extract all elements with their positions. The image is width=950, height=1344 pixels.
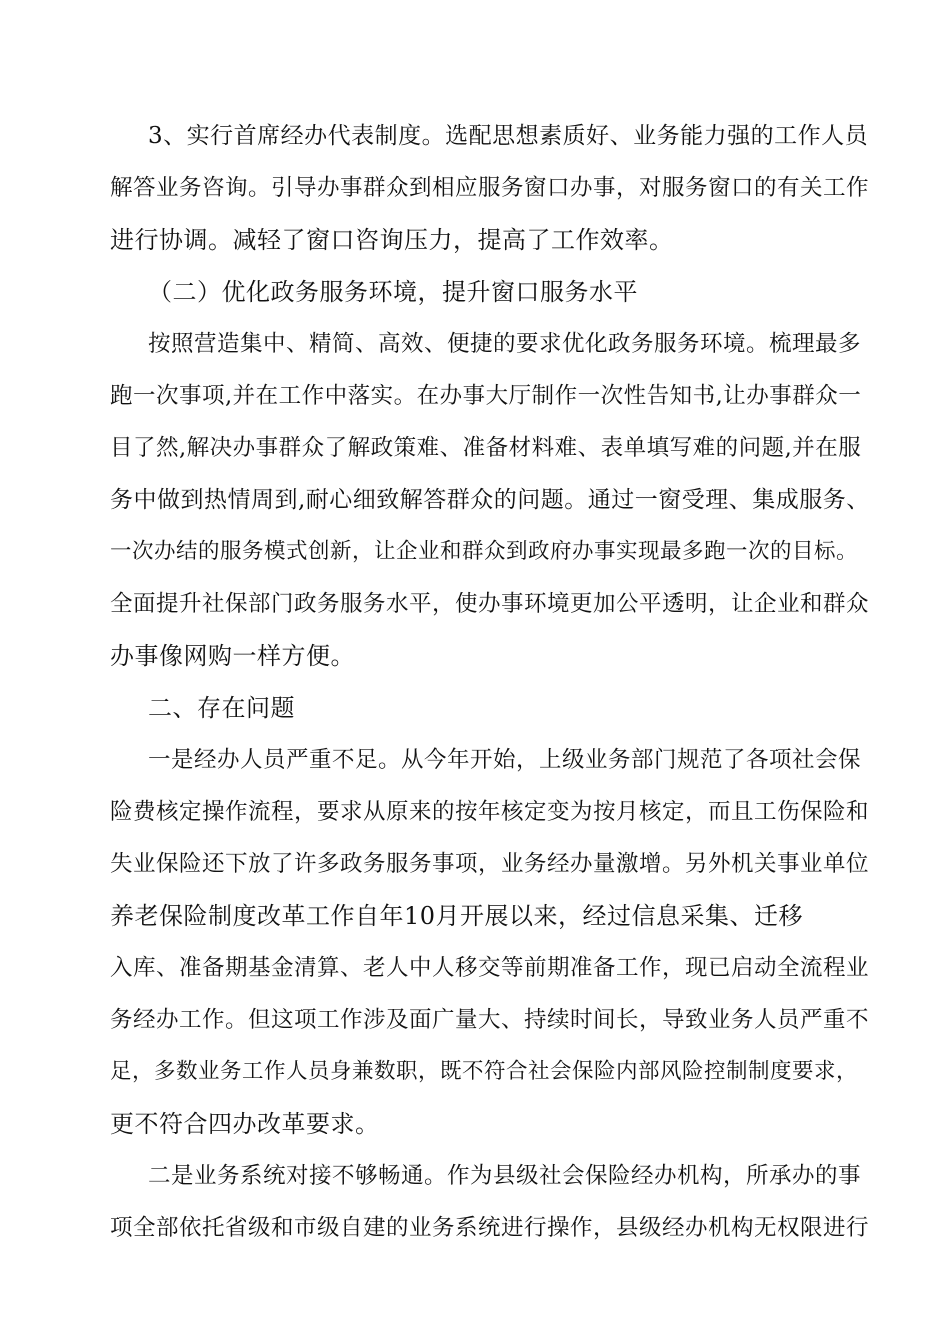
text-line: 解答业务咨询。引导办事群众到相应服务窗口办事，对服务窗口的有关工作 <box>110 175 870 201</box>
text-line: 务经办工作。但这项工作涉及面广量大、持续时间长，导致业务人员严重不 <box>110 1007 870 1033</box>
text-line: 失业保险还下放了许多政务服务事项，业务经办量激增。另外机关事业单位 <box>110 851 870 877</box>
text-line: 目了然,解决办事群众了解政策难、准备材料难、表单填写难的问题,并在服 <box>110 435 862 461</box>
text-line: 一次办结的服务模式创新，让企业和群众到政府办事实现最多跑一次的目标。 <box>110 539 859 564</box>
text-line: 务中做到热情周到,耐心细致解答群众的问题。通过一窗受理、集成服务、 <box>110 487 870 513</box>
section-heading: （二）优化政务服务环境，提升窗口服务水平 <box>148 278 638 306</box>
text-line: 二是业务系统对接不够畅通。作为县级社会保险经办机构，所承办的事 <box>148 1163 862 1189</box>
text-line: 办事像网购一样方便。 <box>110 642 355 670</box>
text-line: 按照营造集中、精简、高效、便捷的要求优化政务服务环境。梳理最多 <box>148 331 862 357</box>
text-line: 入库、准备期基金清算、老人中人移交等前期准备工作，现已启动全流程业 <box>110 955 870 981</box>
text-line: 项全部依托省级和市级自建的业务系统进行操作，县级经办机构无权限进行 <box>110 1215 870 1241</box>
text-line: 更不符合四办改革要求。 <box>110 1110 380 1138</box>
text-line: 跑一次事项,并在工作中落实。在办事大厅制作一次性告知书,让办事群众一 <box>110 383 862 409</box>
text-line: 养老保险制度改革工作自年10月开展以来，经过信息采集、迁移 <box>110 902 804 930</box>
text-line: 全面提升社保部门政务服务水平，使办事环境更加公平透明，让企业和群众 <box>110 591 870 617</box>
text-line: 一是经办人员严重不足。从今年开始，上级业务部门规范了各项社会保 <box>148 747 862 773</box>
text-line: 足，多数业务工作人员身兼数职，既不符合社会保险内部风险控制制度要求， <box>110 1059 859 1084</box>
section-heading: 二、存在问题 <box>148 694 295 722</box>
text-line: 进行协调。减轻了窗口咨询压力，提高了工作效率。 <box>110 226 674 254</box>
text-line: 险费核定操作流程，要求从原来的按年核定变为按月核定，而且工伤保险和 <box>110 799 870 825</box>
text-line: 3、实行首席经办代表制度。选配思想素质好、业务能力强的工作人员 <box>148 123 869 149</box>
